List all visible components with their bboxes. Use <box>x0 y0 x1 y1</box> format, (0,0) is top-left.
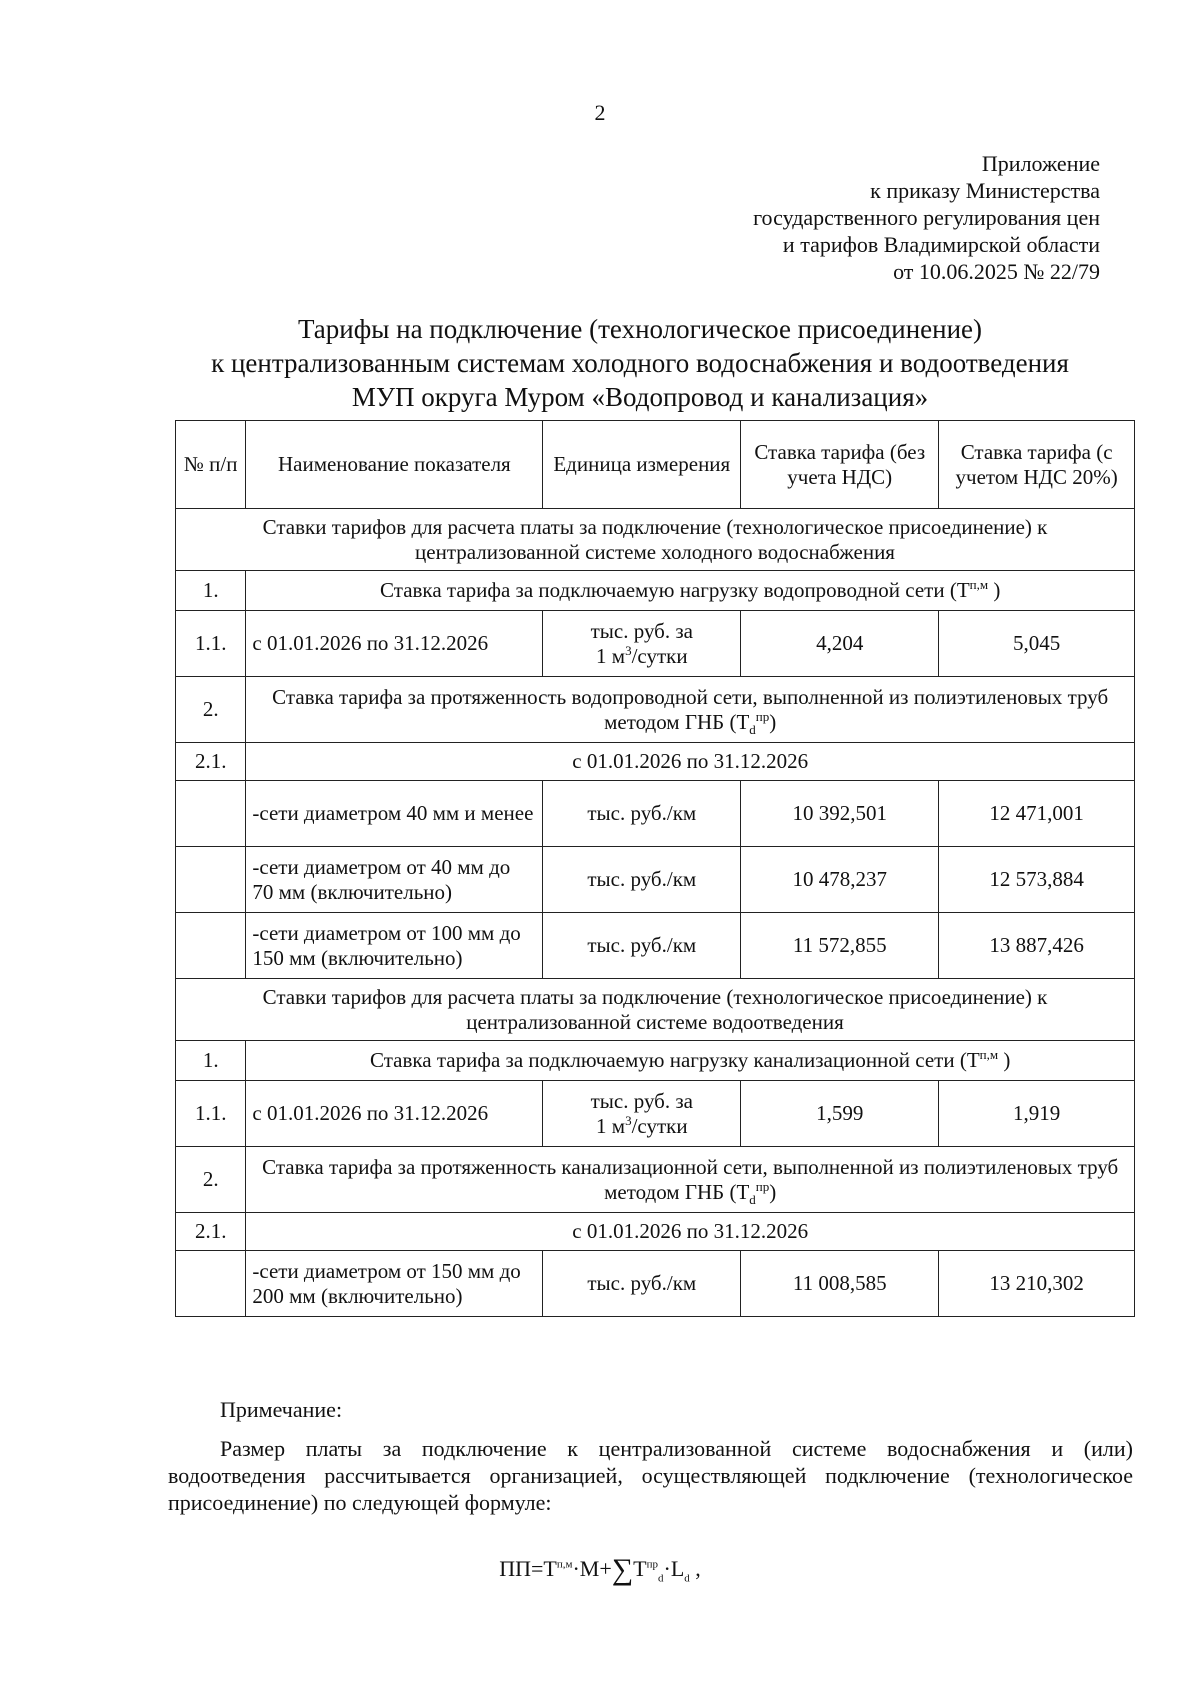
row-num-empty <box>176 781 246 847</box>
row-title <box>246 1147 1135 1213</box>
note-text: Размер платы за подключение к централизованной системе водоснабжения и (или) водоотведения рассчитывается организацией, осуществляющей подключение (технологическое присоединение) по следующей формуле: <box>168 1436 1133 1515</box>
formula-part: , <box>689 1556 701 1581</box>
row-name: -сети диаметром 40 мм и менее <box>246 781 543 847</box>
row-title-end: ) <box>988 578 1001 602</box>
row-name: с 01.01.2026 по 31.12.2026 <box>246 611 543 677</box>
row-title <box>246 571 1135 611</box>
unit-part: тыс. руб. за <box>590 1088 693 1113</box>
row-num: 2.1. <box>176 743 246 781</box>
row-num: 1. <box>176 571 246 611</box>
row-num-empty <box>176 847 246 913</box>
formula-sup: п,м <box>556 1558 573 1571</box>
formula-part: ·М+ <box>572 1556 612 1581</box>
appendix-line: Приложение <box>981 151 1100 176</box>
table-row <box>176 571 1135 611</box>
section-row-sewer <box>176 979 1135 1041</box>
formula-part: ПП=Т <box>499 1556 557 1581</box>
unit-sup: 3 <box>625 642 632 658</box>
row-unit: тыс. руб./км <box>543 913 741 979</box>
row-num: 1.1. <box>176 1081 246 1147</box>
appendix-line: государственного регулирования цен <box>753 205 1100 230</box>
table-row <box>176 1213 1135 1251</box>
row-title-text: Ставка тарифа за протяженность водопроводной сети, выполненной из полиэтиленовых труб методом ГНБ (T <box>272 684 1109 734</box>
row-rate-vat: 13 887,426 <box>939 913 1135 979</box>
row-num: 1.1. <box>176 611 246 677</box>
table-row <box>176 1081 1135 1147</box>
row-num: 1. <box>176 1041 246 1081</box>
unit-part: тыс. руб. за <box>590 618 693 643</box>
table-row <box>176 677 1135 743</box>
row-unit <box>543 611 741 677</box>
row-title-sup: пр <box>755 708 770 724</box>
row-rate-vat: 1,919 <box>939 1081 1135 1147</box>
tariff-table <box>175 420 1135 1317</box>
row-rate-no-vat: 11 008,585 <box>741 1251 939 1317</box>
row-unit: тыс. руб./км <box>543 1251 741 1317</box>
row-rate-no-vat: 1,599 <box>741 1081 939 1147</box>
row-title-text: Ставка тарифа за протяженность канализационной сети, выполненной из полиэтиленовых труб методом ГНБ (T <box>262 1154 1119 1204</box>
row-unit <box>543 1081 741 1147</box>
table-row <box>176 913 1135 979</box>
row-name: -сети диаметром от 100 мм до 150 мм (включительно) <box>246 913 543 979</box>
row-rate-no-vat: 4,204 <box>741 611 939 677</box>
row-period: с 01.01.2026 по 31.12.2026 <box>246 1213 1135 1251</box>
row-rate-no-vat: 10 392,501 <box>741 781 939 847</box>
row-title-sub: d <box>749 721 756 737</box>
row-num: 2. <box>176 677 246 743</box>
table-row <box>176 743 1135 781</box>
unit-part: 1 м <box>596 1113 626 1138</box>
row-rate-no-vat: 10 478,237 <box>741 847 939 913</box>
table-row <box>176 611 1135 677</box>
row-rate-vat: 12 471,001 <box>939 781 1135 847</box>
row-num: 2. <box>176 1147 246 1213</box>
table-row <box>176 1251 1135 1317</box>
appendix-line: и тарифов Владимирской области <box>782 232 1100 257</box>
unit-part: /сутки <box>631 1113 688 1138</box>
appendix-header <box>680 150 1100 285</box>
formula-part: ·L <box>663 1556 685 1581</box>
header-rate-no-vat: Ставка тарифа (без учета НДС) <box>741 421 939 509</box>
header-num: № п/п <box>176 421 246 509</box>
header-unit: Единица измерения <box>543 421 741 509</box>
title-line: к централизованным системам холодного водоснабжения и водоотведения <box>211 348 1069 378</box>
document-title <box>160 312 1120 414</box>
row-title-sup: пр <box>755 1178 770 1194</box>
row-title-end: ) <box>998 1048 1011 1072</box>
section-title-water: Ставки тарифов для расчета платы за подключение (технологическое присоединение) к централизованной системе холодного водоснабжения <box>176 509 1135 571</box>
row-rate-no-vat: 11 572,855 <box>741 913 939 979</box>
row-title-sub: d <box>749 1191 756 1207</box>
row-num: 2.1. <box>176 1213 246 1251</box>
section-row-water <box>176 509 1135 571</box>
unit-part: 1 м <box>596 643 626 668</box>
header-name: Наименование показателя <box>246 421 543 509</box>
header-rate-vat: Ставка тарифа (с учетом НДС 20%) <box>939 421 1135 509</box>
row-name: -сети диаметром от 150 мм до 200 мм (включительно) <box>246 1251 543 1317</box>
formula-part: T <box>633 1556 647 1581</box>
row-title-end: ) <box>769 1179 777 1204</box>
table-row <box>176 1041 1135 1081</box>
table-row <box>176 781 1135 847</box>
row-rate-vat: 12 573,884 <box>939 847 1135 913</box>
row-title <box>246 1041 1135 1081</box>
row-num-empty <box>176 1251 246 1317</box>
row-name: -сети диаметром от 40 мм до 70 мм (включительно) <box>246 847 543 913</box>
title-line: МУП округа Муром «Водопровод и канализация» <box>351 382 929 412</box>
row-name: с 01.01.2026 по 31.12.2026 <box>246 1081 543 1147</box>
row-unit: тыс. руб./км <box>543 847 741 913</box>
row-title-text: Ставка тарифа за подключаемую нагрузку водопроводной сети (Т <box>380 578 970 602</box>
row-title <box>246 677 1135 743</box>
note-label: Примечание: <box>220 1397 343 1422</box>
unit-part: /сутки <box>631 643 688 668</box>
table-header-row <box>176 421 1135 509</box>
formula-sup: пр <box>646 1558 658 1571</box>
sum-symbol: ∑ <box>611 1553 634 1586</box>
row-period: с 01.01.2026 по 31.12.2026 <box>246 743 1135 781</box>
row-rate-vat: 5,045 <box>939 611 1135 677</box>
row-title-text: Ставка тарифа за подключаемую нагрузку канализационной сети (Т <box>370 1048 980 1072</box>
table-row <box>176 1147 1135 1213</box>
appendix-line: к приказу Министерства <box>870 178 1100 203</box>
section-title-sewer: Ставки тарифов для расчета платы за подключение (технологическое присоединение) к централизованной системе водоотведения <box>176 979 1135 1041</box>
row-num-empty <box>176 913 246 979</box>
row-unit: тыс. руб./км <box>543 781 741 847</box>
unit-sup: 3 <box>625 1112 632 1128</box>
row-title-sup: п,м <box>979 1047 999 1062</box>
table-row <box>176 847 1135 913</box>
formula-sub: d <box>658 1572 664 1585</box>
title-line: Тарифы на подключение (технологическое присоединение) <box>297 314 983 344</box>
formula-sub: d <box>684 1572 690 1585</box>
row-rate-vat: 13 210,302 <box>939 1251 1135 1317</box>
appendix-line: от 10.06.2025 № 22/79 <box>893 259 1100 284</box>
row-title-sup: п,м <box>969 577 989 592</box>
page-number: 2 <box>594 100 606 125</box>
row-title-end: ) <box>769 709 777 734</box>
payment-formula <box>0 1553 1200 1587</box>
